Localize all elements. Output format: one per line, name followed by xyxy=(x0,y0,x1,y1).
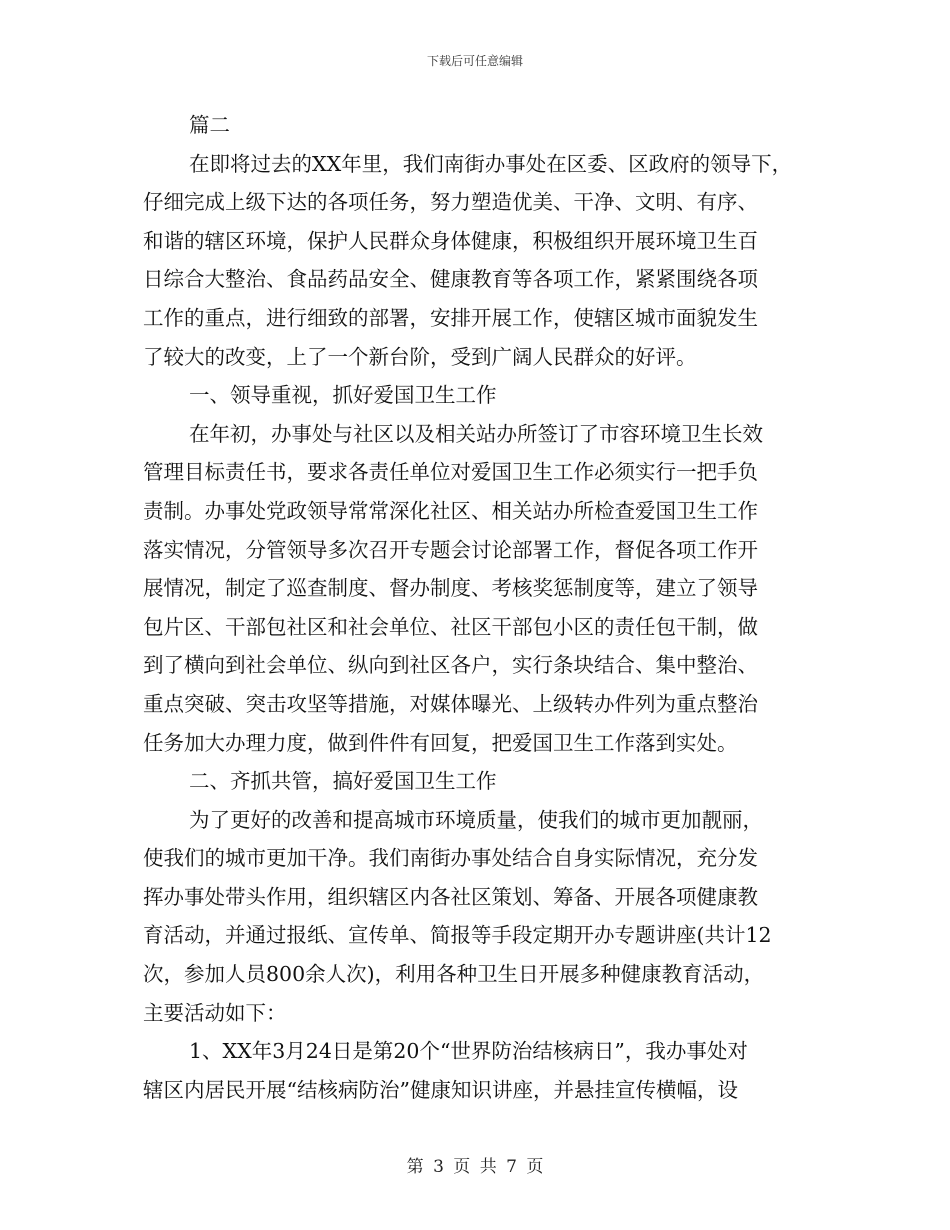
paragraph-line: 到了横向到社会单位、纵向到社区各户，实行条块结合、集中整治、 xyxy=(143,653,758,678)
paragraph-line: 任务加大办理力度，做到件件有回复，把爱国卫生工作落到实处。 xyxy=(143,730,738,755)
paragraph-line: 使我们的城市更加干净。我们南街办事处结合自身实际情况，充分发 xyxy=(143,846,758,871)
paragraph-line: 1、XX年3月24日是第20个“世界防治结核病日”，我办事处对 xyxy=(189,1039,748,1064)
paragraph-line: 仔细完成上级下达的各项任务，努力塑造优美、干净、文明、有序、 xyxy=(143,190,758,215)
paragraph-line: 管理目标责任书，要求各责任单位对爱国卫生工作必须实行一把手负 xyxy=(143,460,758,485)
paragraph-line: 日综合大整治、食品药品安全、健康教育等各项工作，紧紧围绕各项 xyxy=(143,267,758,292)
section-heading: 二、齐抓共管，搞好爱国卫生工作 xyxy=(189,769,497,794)
paragraph-line: 育活动，并通过报纸、宣传单、简报等手段定期开办专题讲座(共计12 xyxy=(143,923,772,948)
paragraph-line: 次，参加人员800余人次)，利用各种卫生日开展多种健康教育活动， xyxy=(143,962,765,987)
paragraph-line: 包片区、干部包社区和社会单位、社区干部包小区的责任包干制，做 xyxy=(143,614,758,639)
section-heading: 一、领导重视，抓好爱国卫生工作 xyxy=(189,383,497,408)
paragraph-line: 和谐的辖区环境，保护人民群众身体健康，积极组织开展环境卫生百 xyxy=(143,228,758,253)
page-number: 第 3 页 共 7 页 xyxy=(406,1157,544,1177)
document-body xyxy=(143,106,813,1109)
paragraph-line: 展情况，制定了巡查制度、督办制度、考核奖惩制度等，建立了领导 xyxy=(143,576,758,601)
paragraph-line: 挥办事处带头作用，组织辖区内各社区策划、筹备、开展各项健康教 xyxy=(143,884,758,909)
paragraph-line: 了较大的改变，上了一个新台阶，受到广阔人民群众的好评。 xyxy=(143,344,697,369)
paragraph-line: 在年初，办事处与社区以及相关站办所签订了市容环境卫生长效 xyxy=(189,421,763,446)
page-header: 下载后可任意编辑 xyxy=(426,54,523,68)
paragraph-line: 为了更好的改善和提高城市环境质量，使我们的城市更加靓丽， xyxy=(189,807,763,832)
paragraph-line: 工作的重点，进行细致的部署，安排开展工作，使辖区城市面貌发生 xyxy=(143,305,758,330)
section-title: 篇二 xyxy=(189,113,230,137)
paragraph-line: 在即将过去的XX年里，我们南街办事处在区委、区政府的领导下， xyxy=(189,151,793,176)
paragraph-line: 落实情况，分管领导多次召开专题会讨论部署工作，督促各项工作开 xyxy=(143,537,758,562)
paragraph-line: 主要活动如下： xyxy=(143,1000,287,1025)
paragraph-line: 重点突破、突击攻坚等措施，对媒体曝光、上级转办件列为重点整治 xyxy=(143,691,758,716)
paragraph-line: 辖区内居民开展“结核病防治”健康知识讲座，并悬挂宣传横幅，设 xyxy=(143,1077,738,1102)
paragraph-line: 责制。办事处党政领导常常深化社区、相关站办所检查爱国卫生工作 xyxy=(143,498,758,523)
